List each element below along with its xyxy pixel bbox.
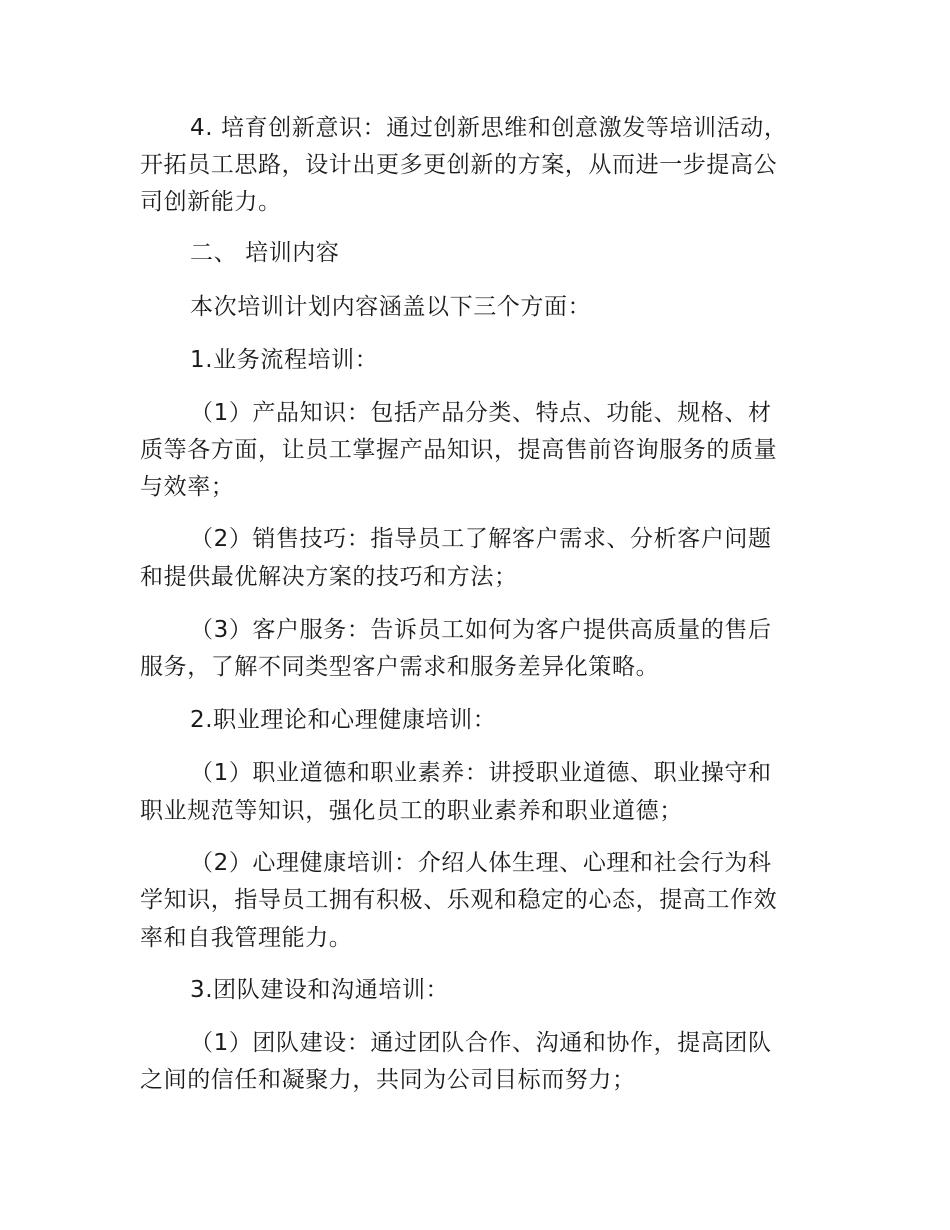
paragraph-line: 4. 培育创新意识：通过创新思维和创意激发等培训活动， [190, 115, 788, 141]
paragraph-line: 司创新能力。 [140, 189, 282, 215]
paragraph-line: （3）客户服务：告诉员工如何为客户提供高质量的售后 [190, 617, 772, 643]
paragraph-line: 之间的信任和凝聚力，共同为公司目标而努力； [140, 1067, 636, 1093]
paragraph-line: 开拓员工思路，设计出更多更创新的方案，从而进一步提高公 [140, 152, 778, 178]
paragraph-line: 与效率； [140, 474, 235, 500]
paragraph-line: （2）销售技巧：指导员工了解客户需求、分析客户问题 [190, 526, 772, 552]
paragraph-line: （1）职业道德和职业素养：讲授职业道德、职业操守和 [190, 760, 772, 786]
paragraph-line: （1）产品知识：包括产品分类、特点、功能、规格、材 [190, 400, 772, 426]
paragraph-line: （1）团队建设：通过团队合作、沟通和协作，提高团队 [190, 1030, 772, 1056]
subsection-heading: 1.业务流程培训： [190, 347, 379, 373]
paragraph-line: 质等各方面，让员工掌握产品知识，提高售前咨询服务的质量 [140, 437, 778, 463]
section-heading: 二、 培训内容 [190, 240, 340, 266]
paragraph-line: 职业规范等知识，强化员工的职业素养和职业道德； [140, 798, 683, 824]
subsection-heading: 3.团队建设和沟通培训： [190, 977, 450, 1003]
paragraph-line: 和提供最优解决方案的技巧和方法； [140, 564, 518, 590]
paragraph-line: 率和自我管理能力。 [140, 925, 353, 951]
paragraph-line: 本次培训计划内容涵盖以下三个方面： [190, 294, 592, 320]
subsection-heading: 2.职业理论和心理健康培训： [190, 707, 497, 733]
paragraph-line: 学知识，指导员工拥有积极、乐观和稳定的心态，提高工作效 [140, 887, 778, 913]
paragraph-line: （2）心理健康培训：介绍人体生理、心理和社会行为科 [190, 850, 772, 876]
paragraph-line: 服务，了解不同类型客户需求和服务差异化策略。 [140, 654, 660, 680]
